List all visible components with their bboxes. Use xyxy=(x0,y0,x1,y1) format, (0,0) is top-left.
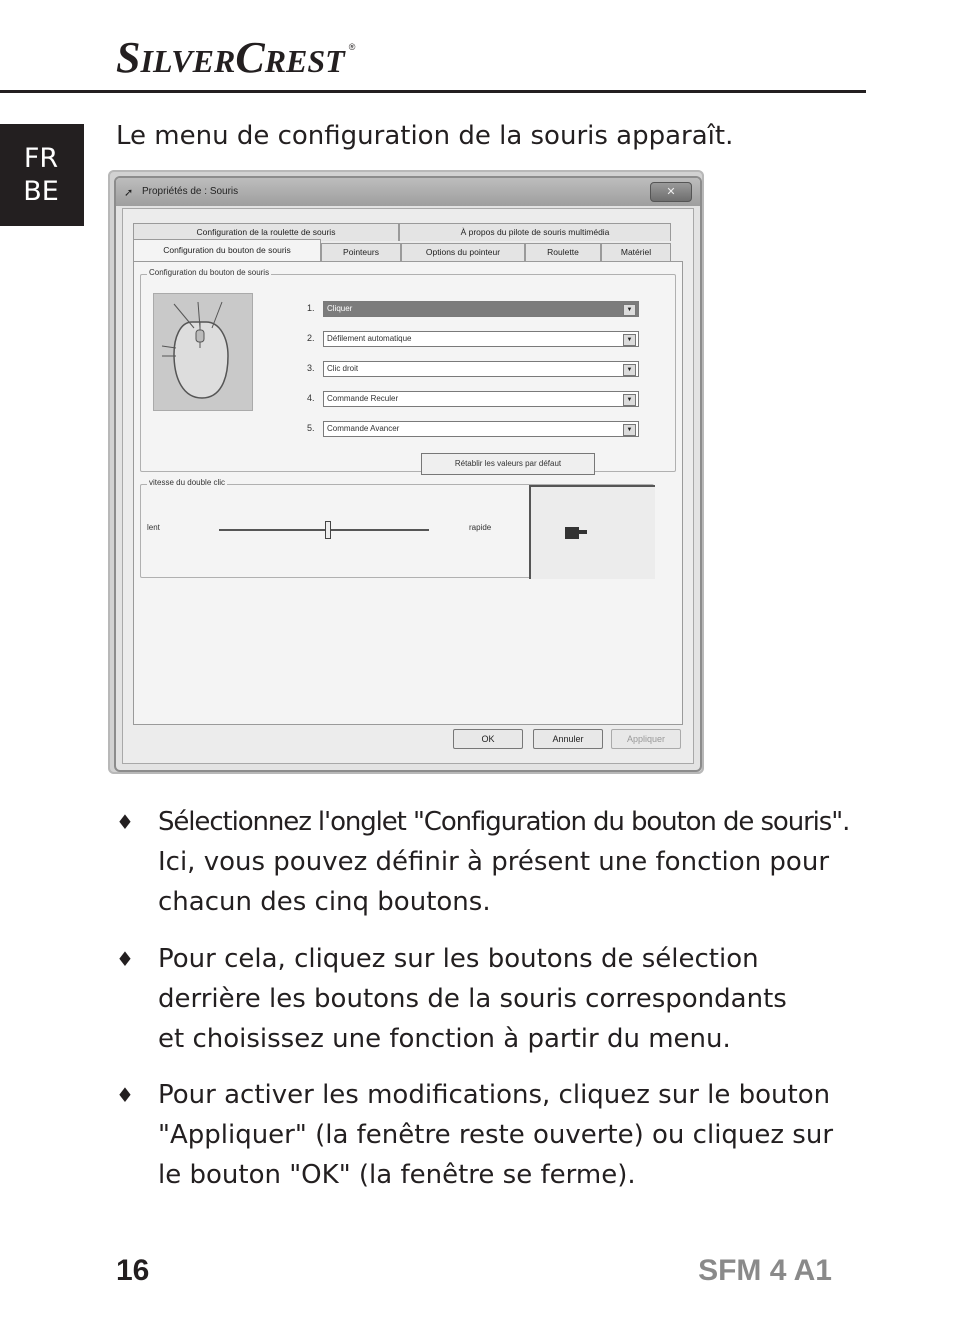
button-4-select[interactable] xyxy=(323,391,639,407)
close-button[interactable]: ✕ xyxy=(650,182,692,202)
speed-slider-thumb[interactable] xyxy=(325,521,331,539)
dialog-screenshot xyxy=(108,170,704,774)
brand-letters: REST xyxy=(264,43,345,79)
bullet-diamond-icon: ♦ xyxy=(116,810,134,834)
mouse-icon: ➚ xyxy=(124,186,134,199)
window-client xyxy=(122,208,694,764)
double-click-speed-group xyxy=(140,478,654,578)
window-titlebar xyxy=(116,178,700,206)
speed-fast-label: rapide xyxy=(469,523,492,532)
button-number: 1. xyxy=(307,303,315,313)
dropdown-arrow-icon[interactable]: ▼ xyxy=(623,364,636,376)
brand-logo xyxy=(116,33,356,82)
bullet-2 xyxy=(116,939,846,1059)
apply-button[interactable]: Appliquer xyxy=(611,729,681,749)
bullet-line: "Appliquer" (la fenêtre reste ouverte) ou cliquez sur xyxy=(158,1120,834,1150)
page-number: 16 xyxy=(116,1254,150,1287)
tab-wheel-config[interactable]: Configuration de la roulette de souris xyxy=(133,223,399,241)
select-value: Clic droit xyxy=(327,364,359,373)
bullet-diamond-icon: ♦ xyxy=(116,947,134,971)
button-number: 2. xyxy=(307,333,315,343)
bullet-line: Sélectionnez l'onglet "Configuration du bouton de souris". xyxy=(158,807,850,837)
bullet-line: le bouton "OK" (la fenêtre se ferme). xyxy=(158,1160,636,1190)
select-value: Défilement automatique xyxy=(327,334,412,343)
language-tab xyxy=(0,124,84,226)
bullet-line: Pour cela, cliquez sur les boutons de sélection xyxy=(158,944,759,974)
bullet-line: Ici, vous pouvez définir à présent une fonction pour xyxy=(158,847,830,877)
double-click-test-area[interactable] xyxy=(529,485,655,579)
group-label: Configuration du bouton de souris xyxy=(149,268,270,277)
group-label: vitesse du double clic xyxy=(149,478,226,487)
tab-pointer-options[interactable]: Options du pointeur xyxy=(401,243,525,261)
brand-letter: S xyxy=(116,33,141,82)
bullet-line: Pour activer les modifications, cliquez sur le bouton xyxy=(158,1080,831,1110)
button-1-select[interactable] xyxy=(323,301,639,317)
bullet-diamond-icon: ♦ xyxy=(116,1083,134,1107)
language-code-be: BE xyxy=(23,176,59,207)
brand-letters: ILVER xyxy=(140,43,236,79)
dropdown-arrow-icon[interactable]: ▼ xyxy=(623,304,636,316)
mouse-properties-window xyxy=(114,176,702,772)
button-3-select[interactable] xyxy=(323,361,639,377)
tab-wheel[interactable]: Roulette xyxy=(525,243,601,261)
button-number: 3. xyxy=(307,363,315,373)
speed-slow-label: lent xyxy=(147,523,160,532)
tab-panel xyxy=(133,261,683,725)
speed-slider-track[interactable] xyxy=(219,529,429,531)
button-number: 4. xyxy=(307,393,315,403)
dropdown-arrow-icon[interactable]: ▼ xyxy=(623,394,636,406)
button-5-select[interactable] xyxy=(323,421,639,437)
header-rule xyxy=(0,90,866,93)
tab-pointers[interactable]: Pointeurs xyxy=(321,243,401,261)
button-number: 5. xyxy=(307,423,315,433)
brand-letter: C xyxy=(235,33,265,82)
select-value: Commande Avancer xyxy=(327,424,400,433)
ok-button[interactable]: OK xyxy=(453,729,523,749)
registered-mark: ® xyxy=(348,42,356,52)
tab-button-config[interactable]: Configuration du bouton de souris xyxy=(133,239,321,261)
window-title: Propriétés de : Souris xyxy=(142,186,239,197)
bullet-3 xyxy=(116,1075,846,1195)
bullet-1 xyxy=(116,802,850,922)
cancel-button[interactable]: Annuler xyxy=(533,729,603,749)
language-code-fr: FR xyxy=(23,143,59,174)
select-value: Cliquer xyxy=(327,304,353,313)
bullet-line: et choisissez une fonction à partir du menu. xyxy=(158,1024,731,1054)
reset-defaults-button[interactable]: Rétablir les valeurs par défaut xyxy=(421,453,595,475)
dropdown-arrow-icon[interactable]: ▼ xyxy=(623,424,636,436)
tabs-row-2 xyxy=(133,241,671,261)
bullet-line: derrière les boutons de la souris correspondants xyxy=(158,984,787,1014)
button-2-select[interactable] xyxy=(323,331,639,347)
mouse-diagram xyxy=(153,293,253,411)
model-name: SFM 4 A1 xyxy=(698,1254,832,1287)
select-value: Commande Reculer xyxy=(327,394,399,403)
button-config-group xyxy=(140,268,676,472)
bullet-line: chacun des cinq boutons. xyxy=(158,887,491,917)
tab-hardware[interactable]: Matériel xyxy=(601,243,671,261)
dropdown-arrow-icon[interactable]: ▼ xyxy=(623,334,636,346)
tab-driver-about[interactable]: À propos du pilote de souris multimédia xyxy=(399,223,671,241)
intro-text: Le menu de configuration de la souris apparaît. xyxy=(116,121,734,151)
folder-icon[interactable] xyxy=(565,527,579,539)
